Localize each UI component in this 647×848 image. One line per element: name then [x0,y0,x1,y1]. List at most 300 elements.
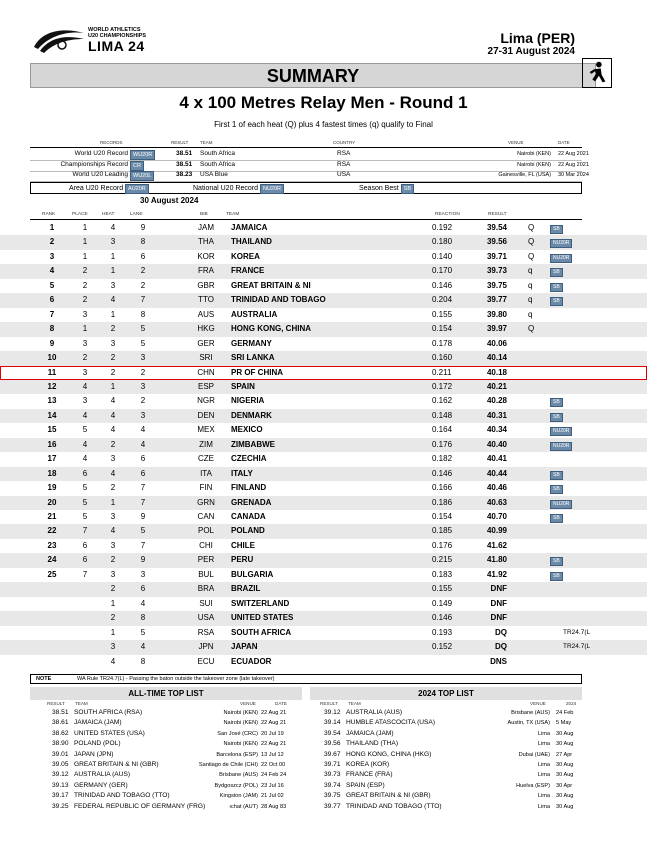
qualifier-cell: q [528,280,533,290]
logo-main: LIMA 24 [88,38,145,54]
top2024-title: 2024 TOP LIST [310,687,582,700]
lane-cell: 7 [140,295,146,305]
result-cell: 40.40 [486,439,507,449]
qualifier-cell: Q [528,223,535,232]
record-badge: SB [550,485,563,494]
record-team: South Africa [200,150,236,157]
record-tag: WU20R [130,150,155,160]
heat-cell: 1 [110,598,116,608]
records-hdr: RECORDS [100,140,123,145]
heat-cell: 2 [110,439,116,449]
result-cell: 40.14 [486,353,507,363]
team-cell: SOUTH AFRICA [231,627,292,637]
toplist-result: 38.61 [52,719,69,727]
toplist-venue: Huelva (ESP) [516,782,550,789]
result-row [0,640,647,655]
lane-cell: 5 [140,324,146,334]
record-venue: Nairobi (KEN) [517,161,551,168]
toplist-result: 39.25 [52,802,69,810]
toplist-date: 30 Aug [556,793,574,800]
lane-hdr: LANE [130,212,143,217]
toplist-team: AUSTRALIA (AUS) [346,709,403,716]
result-hdr: RESULT [171,140,189,145]
bib-cell: RSA [197,627,215,637]
toplist-venue: Lima [537,803,550,810]
reaction-cell: 0.148 [432,410,453,420]
record-tag: WU20L [130,171,154,181]
result-row [0,496,647,511]
result-cell: 40.70 [486,512,507,521]
summary-title: SUMMARY [30,63,596,88]
toplist-venue: Lima [537,772,550,779]
result-row [0,250,647,265]
toplist-venue: Dubai (UAE) [518,751,550,758]
result-row [0,452,647,467]
record-team: South Africa [200,160,236,168]
place-cell: 5 [82,512,88,521]
lane-cell: 4 [140,598,146,608]
toplist-row [0,740,647,748]
rank-cell: 18 [47,468,57,478]
team-cell: THAILAND [231,237,272,247]
result-cell: DNF [490,613,507,623]
lane-cell: 2 [140,280,146,290]
toplist-row [0,761,647,769]
lane-cell: 6 [140,251,146,261]
toplist-date: 22 Oct 00 [261,762,286,768]
bib-cell: AUS [197,309,215,319]
record-country: USA [337,171,351,178]
result-row [0,582,647,597]
result-cell: 39.56 [486,237,507,247]
place-cell: 5 [82,425,88,435]
toplist-team: SOUTH AFRICA (RSA) [74,709,143,716]
team-cell: JAPAN [231,642,258,652]
bib-cell: GBR [197,280,215,290]
reaction-cell: 0.211 [432,367,452,377]
result-row [0,351,647,366]
record-result: 38.51 [176,160,193,168]
record-venue: Nairobi (KEN) [517,151,551,157]
team-cell: CZECHIA [231,454,267,464]
reaction-cell: 0.162 [432,396,453,406]
toplist-result: 39.71 [324,761,341,768]
reaction-cell: 0.160 [432,353,453,363]
bib-cell: GRN [197,497,215,507]
venue-hdr: VENUE [508,140,524,145]
toplist-date: 24 Feb 24 [261,772,287,779]
result-row [0,308,647,323]
lane-cell: 7 [140,483,146,493]
heat-cell: 3 [110,569,116,579]
team-cell: AUSTRALIA [231,309,278,319]
record-venue: Gainesville, FL (USA) [498,172,551,178]
alltime-title: ALL-TIME TOP LIST [30,687,302,700]
toplist-result: 39.74 [324,781,341,789]
bib-cell: BUL [198,569,214,579]
place-cell: 3 [82,309,88,319]
heat-cell: 1 [110,627,116,637]
place-cell: 3 [82,338,88,348]
toplist-date: 21 Jul 02 [261,793,284,800]
result-cell: DQ [495,627,507,637]
heat-cell: 2 [110,353,116,363]
heat-cell: 4 [110,410,116,420]
heat-cell: 1 [110,251,116,261]
record-badge: SB [550,572,563,581]
lane-cell: 2 [140,367,146,377]
toplist-date: 30 Aug [556,741,574,748]
result-cell: DNF [490,584,507,594]
result-cell: 40.99 [486,526,507,536]
toplist-date: 30 Aug [556,803,574,810]
qualifier-cell: Q [528,251,535,261]
bib-cell: BRA [197,584,215,594]
toplist-team: JAPAN (JPN) [74,750,114,758]
record-badge: SB [550,225,563,234]
lane-cell: 8 [140,237,146,247]
toplist-result: 38.62 [52,729,69,737]
heat-cell: 3 [110,237,116,247]
lane-cell: 8 [140,613,146,623]
toplist-result: 38.90 [52,740,69,748]
toplist-result: 39.54 [324,729,341,737]
heat-cell: 4 [110,223,116,232]
rank-cell: 8 [49,324,55,334]
record-badge: SB [550,283,563,292]
reaction-hdr: REACTION [435,212,460,217]
lane-cell: 6 [140,454,146,464]
toplist-row [0,751,647,759]
toplist-venue: Lima [537,741,550,748]
bib-cell: JAM [198,223,214,232]
place-cell: 1 [82,223,88,232]
heat-cell: 1 [110,309,116,319]
rank-cell: 1 [49,223,55,232]
place-cell: 2 [82,353,88,363]
alltime-result-hdr: RESULT [47,701,65,706]
result-row [0,510,647,525]
result-row [0,481,647,496]
rank-cell: 17 [47,454,57,464]
record-tag: CR [130,161,144,171]
reaction-cell: 0.146 [432,468,453,478]
toplist-venue: Kingston (JAM) [219,793,258,800]
toplist-result: 39.77 [324,802,341,810]
qualification-rule: First 1 of each heat (Q) plus 4 fastest times (q) qualify to Final [214,120,433,129]
heat-cell: 2 [110,324,116,334]
place-cell: 2 [82,280,88,290]
rank-cell: 6 [49,295,55,305]
team-cell: GREAT BRITAIN & NI [231,280,311,290]
alltime-venue-hdr: VENUE [240,701,256,706]
toplist-date: 22 Aug 21 [261,741,287,748]
result-cell: 41.62 [486,540,507,550]
result-cell: 39.77 [486,295,507,305]
place-cell: 7 [82,526,88,536]
toplist-row [0,730,647,738]
bib-cell: THA [198,237,214,247]
team-cell: POLAND [231,526,265,536]
lane-cell: 5 [140,526,146,536]
bib-cell: CHN [197,367,215,377]
record-date: 30 Mar 2024 [558,172,589,178]
reaction-cell: 0.192 [432,223,453,232]
lane-cell: 2 [140,266,146,276]
toplist-venue: Santiago de Chile (CHI) [198,762,258,768]
place-cell: 1 [82,251,88,261]
toplist-team: GERMANY (GER) [74,781,128,789]
lane-cell: 8 [140,656,146,666]
result-cell: 40.28 [486,396,507,406]
place-cell: 4 [82,410,88,420]
team-cell: PERU [231,555,254,565]
qualifier-cell: Q [528,237,535,247]
toplist-team: FRANCE (FRA) [346,771,393,779]
result-cell: 39.75 [486,280,507,290]
toplist-team: AUSTRALIA (AUS) [74,771,131,779]
result-row [0,322,647,337]
toplist-result: 39.67 [324,750,341,758]
note-cell: TR24.7(L [563,643,591,651]
toplist-venue: Lima [537,793,550,800]
team-cell: FINLAND [231,483,267,493]
rank-cell: 16 [47,439,57,449]
record-date: 22 Aug 2021 [558,151,589,157]
result-row [0,568,647,583]
reaction-cell: 0.178 [432,338,453,348]
rank-cell: 24 [47,555,57,565]
result-row [0,337,647,352]
heat-cell: 1 [110,381,116,391]
lane-cell: 6 [140,468,146,478]
lane-cell: 9 [140,555,146,565]
rank-hdr: RANK [42,212,56,217]
result-cell: 39.97 [486,324,507,334]
reaction-cell: 0.140 [432,251,453,261]
result-cell: 39.54 [486,223,507,232]
heat-cell: 4 [110,468,116,478]
record-country: RSA [337,150,351,157]
team-cell: ZIMBABWE [231,439,275,449]
toplist-result: 38.51 [52,709,69,716]
toplist-date: 22 Aug 21 [261,710,287,716]
lane-cell: 2 [140,396,146,406]
toplist-result: 39.12 [324,709,341,716]
reaction-cell: 0.152 [432,642,453,652]
team-cell: CHILE [231,540,255,550]
toplist-date: 30 Aug [556,730,574,737]
reaction-cell: 0.215 [432,555,453,565]
team-cell: FRANCE [231,266,265,276]
result-cell: 39.80 [486,309,507,319]
divider [30,147,582,148]
bib-cell: KOR [197,251,215,261]
result-row [0,467,647,482]
toplist-venue: Barcelona (ESP) [216,751,258,758]
bib-cell: PER [197,555,215,565]
lane-cell: 9 [140,223,146,232]
note-box [30,674,582,684]
toplist-row [0,792,647,800]
records-legend [30,182,582,194]
rank-cell: 10 [47,353,57,363]
heat-cell: 4 [110,396,116,406]
place-cell: 2 [82,266,88,276]
lane-cell: 5 [140,338,146,348]
rank-cell: 12 [47,381,57,391]
toplist-venue: Lima [537,762,550,768]
team-cell: GRENADA [231,497,272,507]
heat-cell: 4 [110,656,116,666]
heat-cell: 2 [110,613,116,623]
bib-cell: FRA [198,266,214,276]
rank-cell: 2 [49,237,55,247]
rank-cell: 13 [47,396,57,406]
reaction-cell: 0.154 [432,324,453,334]
reaction-cell: 0.146 [432,613,453,623]
result-row [0,235,647,250]
toplist-date: 5 May [556,720,572,727]
result-row [0,553,647,568]
bib-cell: CHI [199,540,213,550]
rank-cell: 5 [49,280,55,290]
result-cell: 40.06 [486,338,507,348]
reaction-cell: 0.149 [432,598,453,608]
record-label: World U20 Leading [72,171,128,178]
team-cell: KOREA [231,251,260,261]
record-badge: SB [550,514,563,523]
rank-cell: 11 [47,367,57,377]
round-date: 30 August 2024 [140,196,199,205]
bib-hdr: BIB [200,212,208,217]
rank-cell: 9 [49,338,55,348]
bib-cell: ECU [197,656,215,666]
result-row [0,539,647,554]
logo-text: WORLD ATHLETICS U20 CHAMPIONSHIPS [88,27,147,39]
toplist-row [0,709,647,717]
heat-cell: 4 [110,295,116,305]
result-row [0,293,647,308]
place-cell: 1 [82,324,88,334]
legend-sb: Season Best SB [359,184,414,194]
result-row [0,366,647,381]
qualifier-cell: q [528,295,533,305]
bib-cell: DEN [197,410,215,420]
team-col-hdr: TEAM [226,212,240,217]
rank-cell: 3 [49,251,55,261]
team-cell: MEXICO [231,425,263,435]
toplist-venue: Nairobi (KEN) [223,741,258,748]
team-cell: GERMANY [231,338,272,348]
reaction-cell: 0.164 [432,425,453,435]
reaction-cell: 0.154 [432,512,453,521]
team-cell: SPAIN [231,381,255,391]
result-row [0,264,647,279]
toplist-venue: Nairobi (KEN) [223,710,258,716]
lane-cell: 5 [140,627,146,637]
bib-cell: ESP [197,381,214,391]
rank-cell: 7 [49,309,55,319]
toplist-date: 28 Aug 83 [261,803,287,810]
result-cell: DNS [490,656,507,666]
record-badge: SB [550,268,563,277]
heat-cell: 3 [110,642,116,652]
reaction-cell: 0.193 [432,627,453,637]
rank-cell: 22 [47,526,57,536]
place-cell: 3 [82,396,88,406]
lane-cell: 8 [140,309,146,319]
date-hdr: DATE [558,140,570,145]
heat-cell: 3 [110,280,116,290]
team-cell: ECUADOR [231,656,272,666]
team-cell: ITALY [231,468,253,478]
team-cell: PR OF CHINA [231,367,283,377]
rank-cell: 20 [47,497,57,507]
toplist-venue: Brisbane (AUS) [219,772,258,779]
place-cell: 1 [82,237,88,247]
result-cell: 40.34 [486,425,507,435]
toplist-team: TRINIDAD AND TOBAGO (TTO) [346,802,442,810]
legend-area: Area U20 Record AU20R [69,184,149,194]
heat-cell: 3 [110,540,116,550]
toplist-date: 23 Jul 16 [261,782,284,789]
team-cell: BULGARIA [231,569,274,579]
heat-cell: 4 [110,526,116,536]
heat-cell: 2 [110,483,116,493]
venue-title: Lima (PER) [500,30,575,46]
toplist-venue: Lima [537,730,550,737]
bib-cell: NGR [197,396,215,406]
toplist-date: 24 Feb [556,710,574,716]
place-cell: 6 [82,540,88,550]
result-row [0,221,647,236]
reaction-cell: 0.204 [432,295,453,305]
top2024-team-hdr: TEAM [348,701,361,706]
toplist-team: GREAT BRITAIN & NI (GBR) [346,792,431,800]
bib-cell: SRI [199,353,213,363]
heat-cell: 2 [110,584,116,594]
result-row [0,611,647,626]
heat-cell: 1 [110,266,116,276]
toplist-team: KOREA (KOR) [346,761,390,768]
team-cell: JAMAICA [231,223,268,232]
reaction-cell: 0.155 [432,584,453,594]
note-label: NOTE [36,676,52,682]
toplist-date: 22 Aug 21 [261,720,287,727]
result-cell: 40.41 [486,454,507,464]
bib-cell: GER [197,338,215,348]
heat-cell: 2 [110,367,116,377]
result-row [0,380,647,395]
lane-cell: 3 [140,569,146,579]
top2024-date-hdr: 2024 [566,701,577,706]
reaction-cell: 0.172 [432,381,453,391]
divider [30,219,582,220]
toplist-result: 39.01 [52,750,69,758]
toplist-team: JAMAICA (JAM) [74,719,122,727]
team-cell: TRINIDAD AND TOBAGO [231,295,326,305]
place-cell: 4 [82,439,88,449]
toplist-team: POLAND (POL) [74,740,121,748]
reaction-cell: 0.176 [432,439,453,449]
place-cell: 5 [82,497,88,507]
reaction-cell: 0.170 [432,266,453,276]
heat-hdr: HEAT [102,212,115,217]
record-country: RSA [337,160,351,168]
team-cell: CANADA [231,512,266,521]
place-cell: 3 [82,367,88,377]
